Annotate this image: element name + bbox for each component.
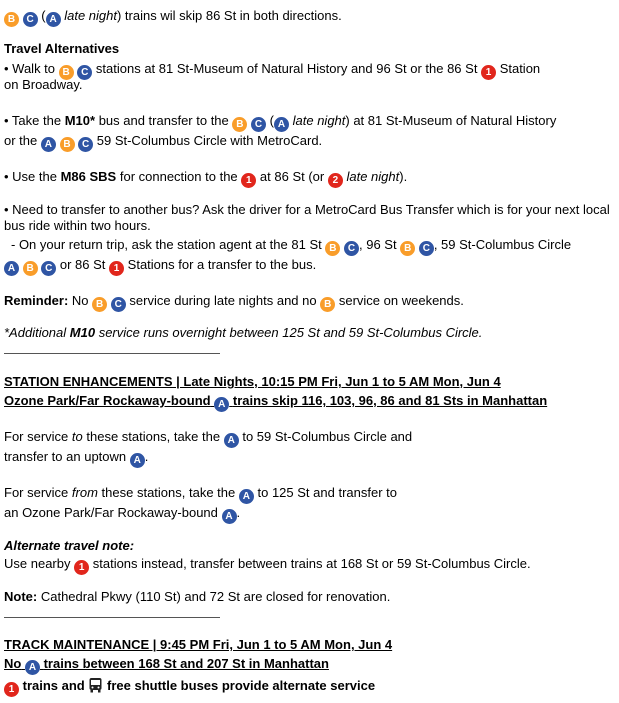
m86-sbs-label: M86 SBS bbox=[60, 169, 117, 184]
additional-text: service runs overnight between 125 St and 59 St-Columbus Circle. bbox=[98, 325, 483, 340]
section-divider bbox=[4, 353, 220, 354]
reminder-mid: service during late nights and no bbox=[129, 293, 317, 308]
additional-prefix: *Additional bbox=[4, 325, 67, 340]
route-b-bullet: B bbox=[320, 297, 335, 312]
return-59st: , 59 St-Columbus Circle bbox=[433, 237, 572, 252]
m10-bus-label: M10* bbox=[64, 113, 96, 128]
to-prefix: For service bbox=[4, 429, 69, 444]
late-night-text: late night bbox=[292, 113, 346, 128]
route-a-bullet: A bbox=[46, 12, 61, 27]
take-mid: bus and transfer to the bbox=[98, 113, 229, 128]
travel-alternatives-heading: Travel Alternatives bbox=[4, 41, 120, 56]
route-1-bullet: 1 bbox=[481, 65, 496, 80]
take-after: ) at 81 St-Museum of Natural History bbox=[345, 113, 557, 128]
subtitle-prefix: Ozone Park/Far Rockaway-bound bbox=[4, 393, 211, 408]
route-a-bullet: A bbox=[224, 433, 239, 448]
walk-mid: stations at 81 St-Museum of Natural History and 96 St or the 86 St bbox=[95, 61, 478, 76]
late-night-text: late night bbox=[64, 8, 117, 23]
reminder-line bbox=[4, 293, 464, 312]
route-b-bullet: B bbox=[400, 241, 415, 256]
route-b-bullet: B bbox=[92, 297, 107, 312]
route-c-bullet: C bbox=[111, 297, 126, 312]
return-end: Stations for a transfer to the bus. bbox=[127, 257, 317, 272]
from-prefix: For service bbox=[4, 485, 69, 500]
paren: ( bbox=[269, 113, 274, 128]
use-m86-line bbox=[4, 169, 407, 188]
route-b-bullet: B bbox=[325, 241, 340, 256]
reminder-no: No bbox=[71, 293, 89, 308]
service-from-line-2 bbox=[4, 505, 240, 524]
use-after: at 86 St (or bbox=[259, 169, 325, 184]
route-c-bullet: C bbox=[23, 12, 38, 27]
station-enhancements-title: STATION ENHANCEMENTS | Late Nights, 10:15 PM Fri, Jun 1 to 5 AM Mon, Jun 4 bbox=[4, 374, 501, 389]
renovation-note bbox=[4, 589, 390, 605]
service-from-line bbox=[4, 485, 397, 504]
alternate-travel-line bbox=[4, 556, 531, 575]
service-to-line bbox=[4, 429, 412, 448]
return-trip-line bbox=[11, 237, 571, 256]
note-label: Note: bbox=[4, 589, 38, 604]
route-1-bullet: 1 bbox=[4, 682, 19, 697]
track-shuttle: free shuttle buses provide alternate service bbox=[107, 678, 376, 693]
take-prefix: • Take the bbox=[4, 113, 62, 128]
route-a-bullet: A bbox=[130, 453, 145, 468]
reminder-end: service on weekends. bbox=[338, 293, 464, 308]
track-trains-and: trains and bbox=[22, 678, 85, 693]
return-96st: , 96 St bbox=[358, 237, 397, 252]
need-transfer-line-2: bus ride within two hours. bbox=[4, 218, 151, 233]
track-alternate-line bbox=[4, 677, 375, 697]
route-c-bullet: C bbox=[419, 241, 434, 256]
use-close: ). bbox=[399, 169, 408, 184]
route-a-bullet: A bbox=[239, 489, 254, 504]
route-c-bullet: C bbox=[41, 261, 56, 276]
track-no-trains-line bbox=[4, 656, 329, 675]
use-prefix: • Use the bbox=[4, 169, 57, 184]
take-m10-line bbox=[4, 113, 556, 132]
return-prefix: - On your return trip, ask the station agent at the 81 St bbox=[11, 237, 322, 252]
station-enhancements-subtitle bbox=[4, 393, 547, 412]
intro-text: ) trains wil skip 86 St in both directions. bbox=[116, 8, 342, 23]
track-between: trains between 168 St and 207 St in Manhattan bbox=[43, 656, 329, 671]
route-c-bullet: C bbox=[251, 117, 266, 132]
to-after: to 59 St-Columbus Circle and bbox=[242, 429, 413, 444]
take-m10-line-2 bbox=[4, 133, 322, 152]
from-mid: these stations, take the bbox=[101, 485, 236, 500]
from-line2: an Ozone Park/Far Rockaway-bound bbox=[4, 505, 218, 520]
route-1-bullet: 1 bbox=[109, 261, 124, 276]
return-trip-line-2 bbox=[4, 257, 316, 276]
route-1-bullet: 1 bbox=[74, 560, 89, 575]
from-after: to 125 St and transfer to bbox=[257, 485, 397, 500]
route-b-bullet: B bbox=[4, 12, 19, 27]
note-text: Cathedral Pkwy (110 St) and 72 St are closed for renovation. bbox=[40, 589, 391, 604]
paren: ( bbox=[41, 8, 46, 23]
additional-m10-note bbox=[4, 325, 482, 341]
track-no: No bbox=[4, 656, 22, 671]
route-a-bullet: A bbox=[41, 137, 56, 152]
m10-bus-label: M10 bbox=[69, 325, 96, 340]
to-end: . bbox=[144, 449, 149, 464]
alt-prefix: Use nearby bbox=[4, 556, 71, 571]
from-word: from bbox=[71, 485, 98, 500]
route-b-bullet: B bbox=[232, 117, 247, 132]
reminder-label: Reminder: bbox=[4, 293, 69, 308]
use-mid: for connection to the bbox=[119, 169, 238, 184]
take-line2-prefix: or the bbox=[4, 133, 38, 148]
late-night-text: late night bbox=[346, 169, 400, 184]
route-b-bullet: B bbox=[59, 65, 74, 80]
route-a-bullet: A bbox=[4, 261, 19, 276]
route-c-bullet: C bbox=[77, 65, 92, 80]
need-transfer-line: • Need to transfer to another bus? Ask the driver for a MetroCard Bus Transfer which is for your next local bbox=[4, 202, 610, 217]
route-b-bullet: B bbox=[60, 137, 75, 152]
subtitle-suffix: trains skip 116, 103, 96, 86 and 81 Sts in Manhattan bbox=[232, 393, 548, 408]
to-mid: these stations, take the bbox=[86, 429, 221, 444]
alt-suffix: stations instead, transfer between trains at 168 St or 59 St-Columbus Circle. bbox=[92, 556, 531, 571]
take-line2-suffix: 59 St-Columbus Circle with MetroCard. bbox=[96, 133, 323, 148]
intro-line bbox=[4, 8, 342, 27]
to-line2: transfer to an uptown bbox=[4, 449, 127, 464]
alternate-travel-heading: Alternate travel note: bbox=[4, 538, 135, 553]
route-a-bullet: A bbox=[222, 509, 237, 524]
route-a-bullet: A bbox=[214, 397, 229, 412]
route-a-bullet: A bbox=[25, 660, 40, 675]
route-2-bullet: 2 bbox=[328, 173, 343, 188]
route-a-bullet: A bbox=[274, 117, 289, 132]
walk-line-2: on Broadway. bbox=[4, 77, 83, 92]
section-divider bbox=[4, 617, 220, 618]
walk-line bbox=[4, 61, 540, 80]
shuttle-bus-icon bbox=[88, 677, 103, 697]
walk-prefix: • Walk to bbox=[4, 61, 56, 76]
from-end: . bbox=[236, 505, 241, 520]
walk-suffix: Station bbox=[499, 61, 541, 76]
route-c-bullet: C bbox=[344, 241, 359, 256]
route-b-bullet: B bbox=[23, 261, 38, 276]
return-86st: or 86 St bbox=[59, 257, 106, 272]
track-maintenance-title: TRACK MAINTENANCE | 9:45 PM Fri, Jun 1 to 5 AM Mon, Jun 4 bbox=[4, 637, 393, 652]
route-1-bullet: 1 bbox=[241, 173, 256, 188]
route-c-bullet: C bbox=[78, 137, 93, 152]
service-to-line-2 bbox=[4, 449, 148, 468]
to-word: to bbox=[71, 429, 83, 444]
